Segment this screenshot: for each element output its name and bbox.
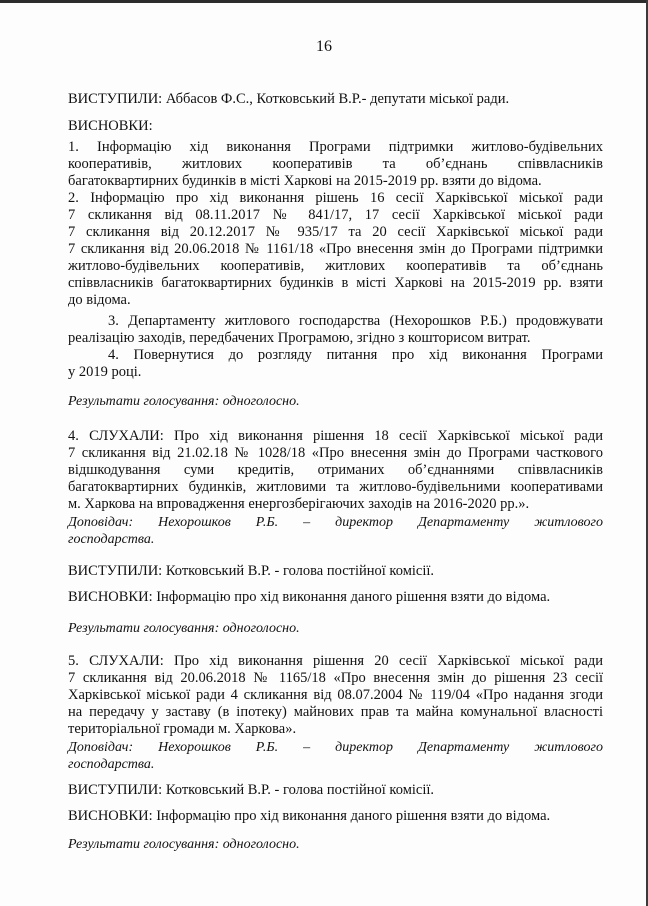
conclusion-item-3: [68, 313, 603, 347]
scan-edge-top: [0, 0, 648, 3]
text-line: багатоквартирних будинків, житловими та житлово-будівельними кооперативами: [68, 479, 603, 495]
vysnovky-line-4: ВИСНОВКИ: Інформацію про хід виконання даного рішення взяти до відома.: [68, 589, 551, 605]
voting-result-1: Результати голосування: одноголосно.: [68, 394, 300, 409]
text-line: реалізацію заходів, передбачених Програмою, згідно з кошторисом витрат.: [68, 330, 531, 346]
text-line: у 2019 році.: [68, 364, 142, 380]
text-line: до відома.: [68, 292, 131, 308]
voting-result-5: Результати голосування: одноголосно.: [68, 837, 300, 852]
text-line: 2. Інформацію про хід виконання рішень 16 сесії Харківської міської ради: [68, 190, 603, 206]
sluhaly-item-5: [68, 653, 603, 738]
text-line: 7 скликання від 21.02.18 № 1028/18 «Про внесення змін до Програми часткового: [68, 445, 603, 461]
text-line: м. Харкова на впровадження енергозберігаючих заходів на 2016-2020 рр.».: [68, 496, 530, 512]
text-line: 4. Повернутися до розгляду питання про хід виконання Програми: [108, 347, 603, 363]
vystupyly-line-5: ВИСТУПИЛИ: Котковський В.Р. - голова постійної комісії.: [68, 782, 435, 798]
text-line: відшкодування суми кредитів, отриманих об’єднаннями співвласників: [68, 462, 603, 478]
vystupyly-line-4: ВИСТУПИЛИ: Котковський В.Р. - голова постійної комісії.: [68, 563, 435, 579]
speaker-item-5: [68, 739, 603, 773]
text-line: територіальної громади м. Харкова».: [68, 721, 297, 737]
voting-result-4: Результати голосування: одноголосно.: [68, 621, 300, 636]
vysnovky-line-5: ВИСНОВКИ: Інформацію про хід виконання даного рішення взяти до відома.: [68, 808, 551, 824]
text-line: господарства.: [68, 532, 155, 547]
conclusion-item-2: [68, 190, 603, 309]
text-line: кооперативів, житлових кооперативів та об’єднань співвласників: [68, 156, 603, 172]
text-line: Доповідач: Нехорошков Р.Б. – директор Департаменту житлового: [68, 740, 603, 755]
conclusion-item-1: [68, 139, 603, 190]
text-line: Доповідач: Нехорошков Р.Б. – директор Департаменту житлового: [68, 515, 603, 530]
vysnovky-heading-1: ВИСНОВКИ:: [68, 118, 153, 134]
text-line: співвласників багатоквартирних будинків в місті Харкові на 2015-2019 рр. взяти: [68, 275, 603, 291]
conclusion-item-4: [68, 347, 603, 381]
text-line: 5. СЛУХАЛИ: Про хід виконання рішення 20 сесії Харківської міської ради: [68, 653, 603, 669]
text-line: житлово-будівельних кооперативів, житлових кооперативів та об’єднань: [68, 258, 603, 274]
text-line: 3. Департаменту житлового господарства (Нехорошков Р.Б.) продовжувати: [108, 313, 603, 329]
text-line: 7 скликання від 20.12.2017 № 935/17 та 20 сесії Харківської міської ради: [68, 224, 603, 240]
page-number: 16: [316, 38, 332, 55]
text-line: 7 скликання від 08.11.2017 № 841/17, 17 сесії Харківської міської ради: [68, 207, 603, 223]
text-line: господарства.: [68, 757, 155, 772]
text-line: 4. СЛУХАЛИ: Про хід виконання рішення 18 сесії Харківської міської ради: [68, 428, 603, 444]
speaker-item-4: [68, 514, 603, 548]
text-line: 7 скликання від 20.06.2018 № 1165/18 «Про внесення змін до рішення 23 сесії: [68, 670, 603, 686]
text-line: 1. Інформацію хід виконання Програми підтримки житлово-будівельних: [68, 139, 603, 155]
text-line: 7 скликання від 20.06.2018 № 1161/18 «Про внесення змін до Програми підтримки: [68, 241, 603, 257]
sluhaly-item-4: [68, 428, 603, 513]
vystupyly-line-1: ВИСТУПИЛИ: Аббасов Ф.С., Котковський В.Р.- депутати міської ради.: [68, 91, 510, 107]
text-line: Харківської міської ради 4 скликання від 08.07.2004 № 119/04 «Про надання згоди: [68, 687, 603, 703]
text-line: на передачу у заставу (в іпотеку) майнових прав та майна комунальної власності: [68, 704, 603, 720]
text-line: багатоквартирних будинків в місті Харкові на 2015-2019 рр. взяти до відома.: [68, 173, 542, 189]
